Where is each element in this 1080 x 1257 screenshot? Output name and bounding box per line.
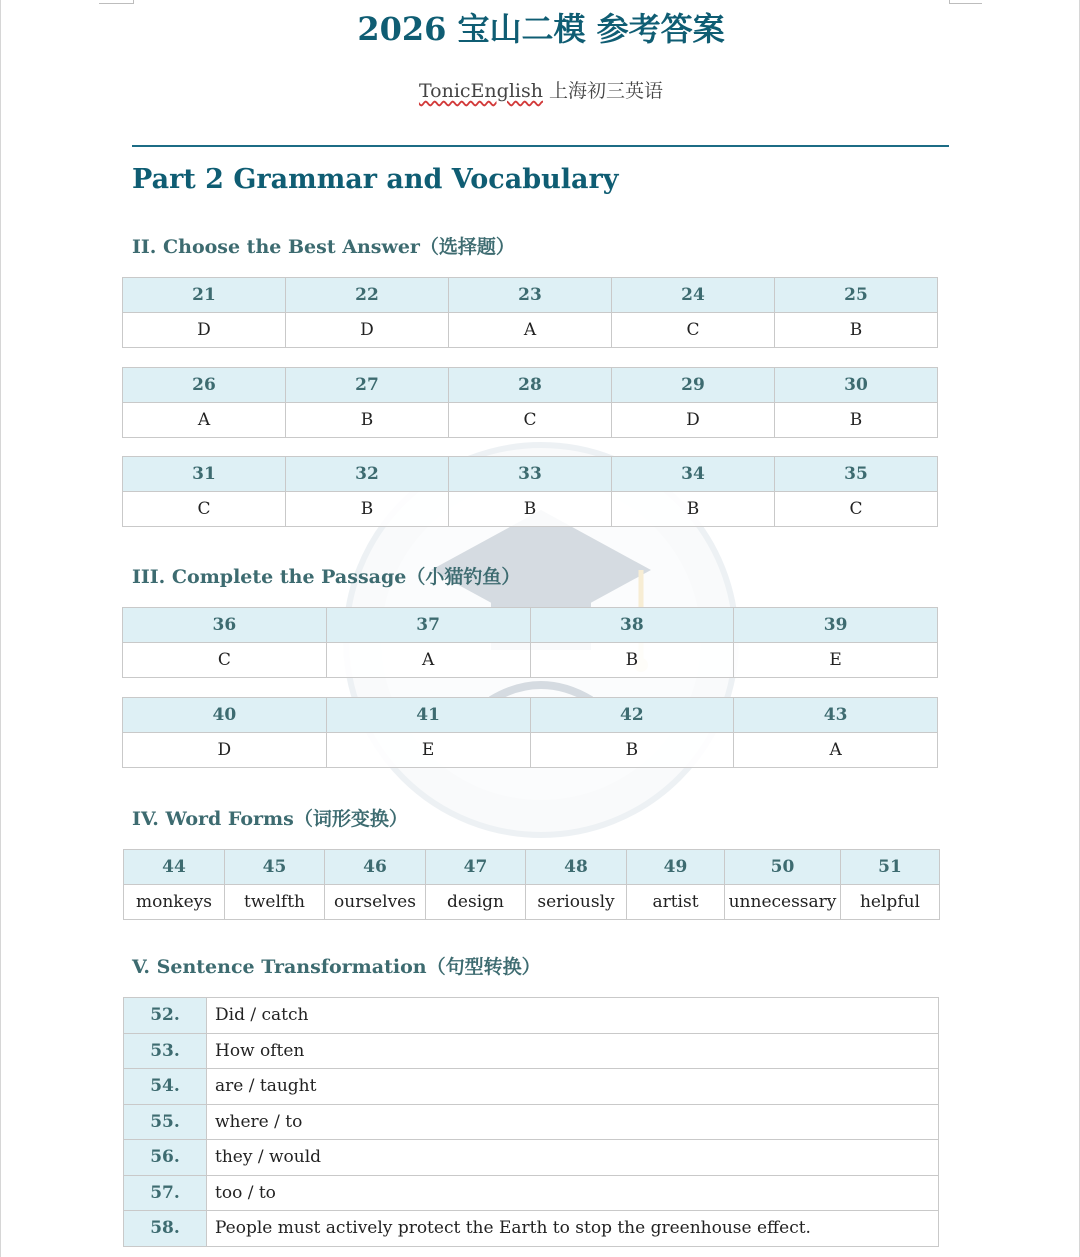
- question-number: 23: [449, 278, 612, 313]
- answer-cell: where / to: [207, 1104, 939, 1140]
- answer-table-choose-3: [122, 456, 938, 527]
- answer-cell: monkeys: [124, 885, 225, 920]
- answer-cell: unnecessary: [725, 885, 841, 920]
- question-number: 45: [225, 850, 325, 885]
- page-title: 2026 宝山二模 参考答案: [357, 10, 725, 48]
- question-number: 56.: [124, 1140, 207, 1176]
- question-number: 51: [841, 850, 940, 885]
- answer-cell: artist: [627, 885, 725, 920]
- answer-cell: A: [326, 643, 530, 678]
- question-number: 37: [326, 608, 530, 643]
- question-number: 49: [627, 850, 725, 885]
- question-number: 41: [326, 698, 530, 733]
- answer-cell: B: [530, 643, 734, 678]
- answer-cell: E: [326, 733, 530, 768]
- question-number: 53.: [124, 1033, 207, 1069]
- answer-table-choose-2: [122, 367, 938, 438]
- answer-cell: Did / catch: [207, 998, 939, 1034]
- question-number: 27: [286, 368, 449, 403]
- table-row: [124, 1175, 939, 1211]
- answer-table-word-forms: [123, 849, 940, 920]
- question-number: 54.: [124, 1069, 207, 1105]
- answer-cell: helpful: [841, 885, 940, 920]
- question-number: 26: [123, 368, 286, 403]
- table-row: [124, 998, 939, 1034]
- answer-cell: D: [286, 313, 449, 348]
- question-number: 57.: [124, 1175, 207, 1211]
- question-number: 43: [734, 698, 938, 733]
- answer-cell: A: [449, 313, 612, 348]
- question-number: 42: [530, 698, 734, 733]
- section-heading-passage: III. Complete the Passage（小猫钓鱼）: [132, 566, 521, 588]
- table-row: [124, 1033, 939, 1069]
- answer-cell: ourselves: [325, 885, 426, 920]
- answer-cell: B: [775, 313, 938, 348]
- question-number: 47: [426, 850, 526, 885]
- question-number: 44: [124, 850, 225, 885]
- answer-cell: C: [123, 492, 286, 527]
- answer-cell: A: [123, 403, 286, 438]
- answer-cell: How often: [207, 1033, 939, 1069]
- answer-table-transform: [123, 997, 939, 1247]
- question-number: 21: [123, 278, 286, 313]
- answer-cell: C: [123, 643, 327, 678]
- subtitle-text: 上海初三英语: [542, 80, 664, 102]
- question-number: 38: [530, 608, 734, 643]
- section-heading-choose: II. Choose the Best Answer（选择题）: [132, 236, 515, 258]
- answer-cell: D: [123, 733, 327, 768]
- answer-cell: twelfth: [225, 885, 325, 920]
- part-heading: Part 2 Grammar and Vocabulary: [132, 164, 619, 195]
- question-number: 30: [775, 368, 938, 403]
- question-number: 32: [286, 457, 449, 492]
- question-number: 28: [449, 368, 612, 403]
- answer-cell: A: [734, 733, 938, 768]
- page-subtitle: [1, 76, 1080, 103]
- answer-cell: B: [286, 492, 449, 527]
- answer-cell: D: [612, 403, 775, 438]
- question-number: 55.: [124, 1104, 207, 1140]
- question-number: 34: [612, 457, 775, 492]
- question-number: 40: [123, 698, 327, 733]
- answer-table-choose-1: [122, 277, 938, 348]
- brand-name: TonicEnglish: [418, 80, 543, 102]
- answer-cell: D: [123, 313, 286, 348]
- question-number: 46: [325, 850, 426, 885]
- question-number: 29: [612, 368, 775, 403]
- answer-cell: they / would: [207, 1140, 939, 1176]
- question-number: 52.: [124, 998, 207, 1034]
- table-row: [124, 1211, 939, 1247]
- table-row: [124, 1069, 939, 1105]
- answer-cell: seriously: [526, 885, 627, 920]
- answer-cell: are / taught: [207, 1069, 939, 1105]
- question-number: 39: [734, 608, 938, 643]
- question-number: 48: [526, 850, 627, 885]
- answer-cell: B: [449, 492, 612, 527]
- table-row: [124, 1140, 939, 1176]
- answer-cell: design: [426, 885, 526, 920]
- answer-cell: B: [286, 403, 449, 438]
- answer-cell: People must actively protect the Earth to stop the greenhouse effect.: [207, 1211, 939, 1247]
- question-number: 31: [123, 457, 286, 492]
- answer-cell: B: [612, 492, 775, 527]
- section-heading-transform: V. Sentence Transformation（句型转换）: [132, 956, 541, 978]
- question-number: 35: [775, 457, 938, 492]
- table-row: [124, 1104, 939, 1140]
- question-number: 24: [612, 278, 775, 313]
- answer-cell: B: [775, 403, 938, 438]
- header-divider: [132, 145, 949, 147]
- question-number: 33: [449, 457, 612, 492]
- question-number: 22: [286, 278, 449, 313]
- answer-cell: B: [530, 733, 734, 768]
- answer-cell: C: [775, 492, 938, 527]
- question-number: 25: [775, 278, 938, 313]
- answer-cell: C: [449, 403, 612, 438]
- answer-cell: too / to: [207, 1175, 939, 1211]
- question-number: 36: [123, 608, 327, 643]
- answer-table-passage-2: [122, 697, 938, 768]
- answer-table-passage-1: [122, 607, 938, 678]
- answer-cell: E: [734, 643, 938, 678]
- answer-cell: C: [612, 313, 775, 348]
- section-heading-word-forms: IV. Word Forms（词形变换）: [132, 808, 408, 830]
- question-number: 58.: [124, 1211, 207, 1247]
- question-number: 50: [725, 850, 841, 885]
